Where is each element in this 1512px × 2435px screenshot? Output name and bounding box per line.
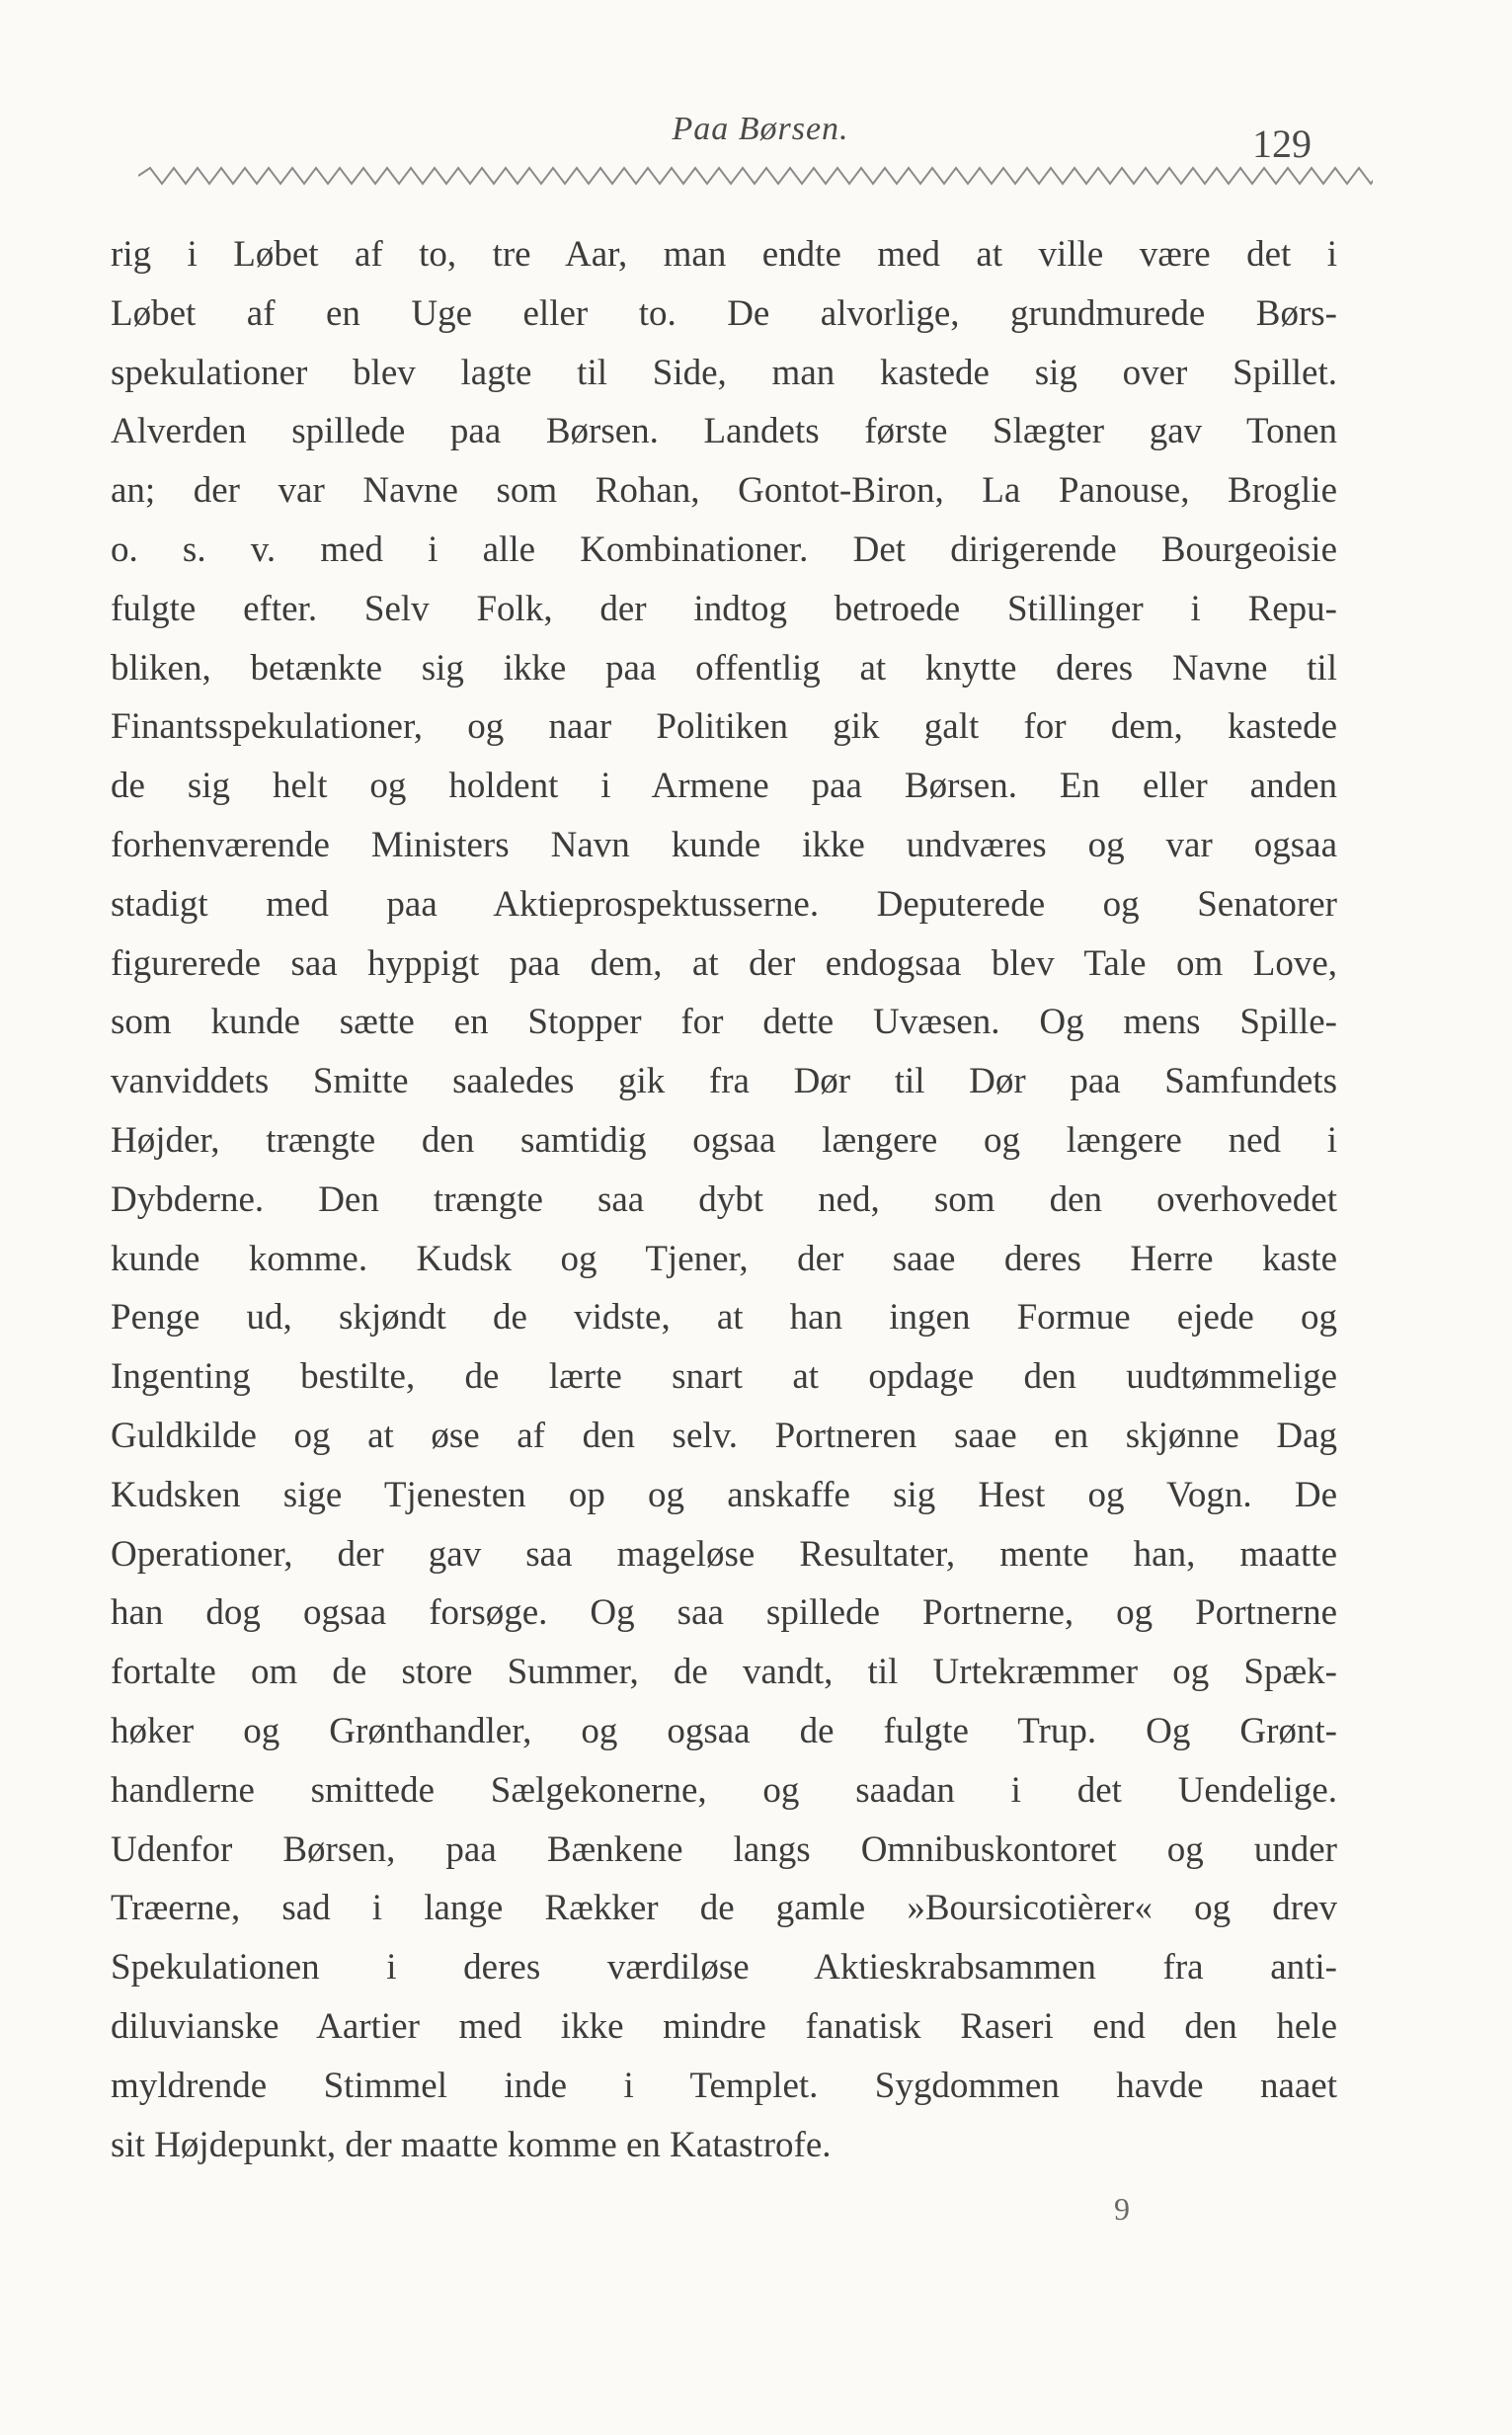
text-line: Højder, trængte den samtidig ogsaa længere og længere ned i — [111, 1119, 1337, 1161]
running-head — [0, 111, 1512, 170]
text-line: Guldkilde og at øse af den selv. Portneren saae en skjønne Dag — [111, 1415, 1337, 1456]
text-line: kunde komme. Kudsk og Tjener, der saae deres Herre kaste — [111, 1238, 1337, 1279]
text-line: Spekulationen i deres værdiløse Aktieskrabsammen fra anti- — [111, 1947, 1337, 1989]
text-line: spekulationer blev lagte til Side, man kastede sig over Spillet. — [111, 352, 1337, 393]
text-line: bliken, betænkte sig ikke paa offentlig at knytte deres Navne til — [111, 647, 1337, 689]
text-line: fortalte om de store Summer, de vandt, til Urtekræmmer og Spæk- — [111, 1652, 1337, 1693]
text-line: høker og Grønthandler, og ogsaa de fulgte Trup. Og Grønt- — [111, 1710, 1337, 1751]
text-line: forhenværende Ministers Navn kunde ikke undværes og var ogsaa — [111, 824, 1337, 865]
body-text — [111, 225, 1337, 2174]
text-line: figurerede saa hyppigt paa dem, at der endogsaa blev Tale om Love, — [111, 942, 1337, 984]
text-line: stadigt med paa Aktieprospektusserne. Deputerede og Senatorer — [111, 883, 1337, 925]
text-line: handlerne smittede Sælgekonerne, og saadan i det Uendelige. — [111, 1769, 1337, 1811]
text-line: Ingenting bestilte, de lærte snart at opdage den uudtømmelige — [111, 1356, 1337, 1398]
page-number: 129 — [1252, 122, 1312, 166]
text-line: fulgte efter. Selv Folk, der indtog betroede Stillinger i Repu- — [111, 588, 1337, 629]
running-title: Paa Børsen. — [672, 111, 849, 147]
text-line: han dog ogsaa forsøge. Og saa spillede Portnerne, og Portnerne — [111, 1592, 1337, 1634]
text-line: o. s. v. med i alle Kombinationer. Det dirigerende Bourgeoisie — [111, 528, 1337, 570]
text-line: Løbet af en Uge eller to. De alvorlige, grundmurede Børs- — [111, 292, 1337, 334]
text-line: vanviddets Smitte saaledes gik fra Dør til Dør paa Samfundets — [111, 1061, 1337, 1102]
text-line: Penge ud, skjøndt de vidste, at han ingen Formue ejede og — [111, 1297, 1337, 1339]
text-line: Udenfor Børsen, paa Bænkene langs Omnibuskontoret og under — [111, 1828, 1337, 1870]
text-line: rig i Løbet af to, tre Aar, man endte med at ville være det i — [111, 234, 1337, 275]
text-line: de sig helt og holdent i Armene paa Børsen. En eller anden — [111, 766, 1337, 807]
text-line: Træerne, sad i lange Rækker de gamle »Boursicotièrer« og drev — [111, 1888, 1337, 1929]
text-line: an; der var Navne som Rohan, Gontot-Biron, La Panouse, Broglie — [111, 470, 1337, 512]
text-line-last: sit Højdepunkt, der maatte komme en Katastrofe. — [111, 2124, 832, 2165]
wavy-rule-ornament — [138, 162, 1373, 190]
text-line: Finantsspekulationer, og naar Politiken gik galt for dem, kastede — [111, 706, 1337, 748]
text-line: diluvianske Aartier med ikke mindre fanatisk Raseri end den hele — [111, 2005, 1337, 2047]
text-line: Alverden spillede paa Børsen. Landets første Slægter gav Tonen — [111, 411, 1337, 452]
text-line: som kunde sætte en Stopper for dette Uvæsen. Og mens Spille- — [111, 1002, 1337, 1043]
text-line: Dybderne. Den trængte saa dybt ned, som den overhovedet — [111, 1178, 1337, 1220]
text-line: myldrende Stimmel inde i Templet. Sygdommen havde naaet — [111, 2065, 1337, 2106]
signature-mark: 9 — [1114, 2191, 1130, 2227]
text-line: Operationer, der gav saa mageløse Resultater, mente han, maatte — [111, 1533, 1337, 1575]
text-line: Kudsken sige Tjenesten op og anskaffe sig Hest og Vogn. De — [111, 1474, 1337, 1515]
